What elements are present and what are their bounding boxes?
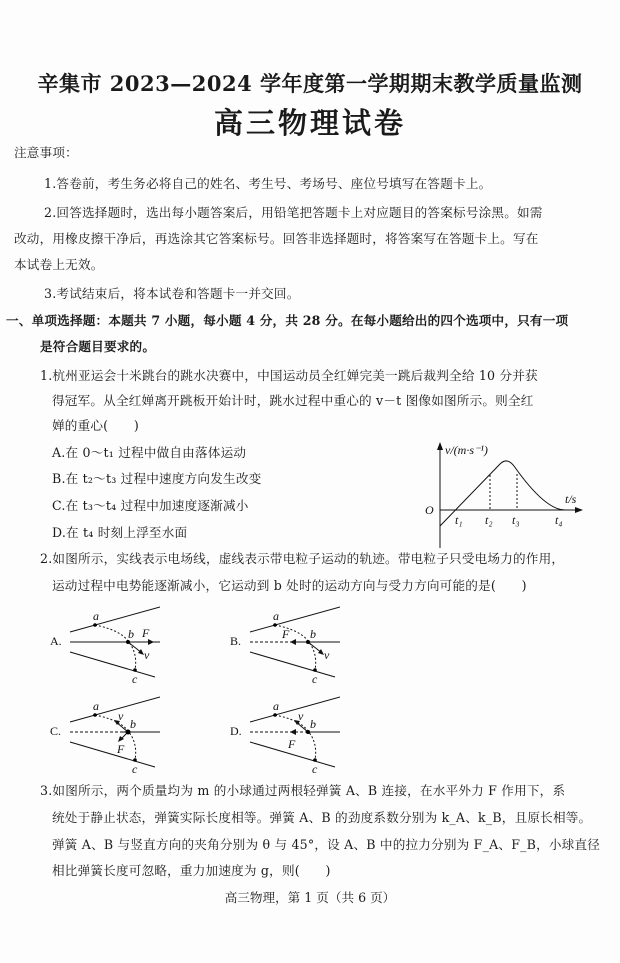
- point-a-label: a: [93, 699, 99, 713]
- point-b-label: b: [130, 717, 136, 731]
- diagram-label: A.: [50, 634, 62, 648]
- question-2-text: 2.如图所示，实线表示电场线，虚线表示带电粒子运动的轨迹。带电粒子只受电场力的作用，: [40, 551, 565, 566]
- graph-tick-t3: t₃: [512, 513, 520, 527]
- diagram-option-b: [230, 605, 340, 685]
- exam-subtitle: 高三物理试卷: [213, 106, 406, 140]
- velocity-label: v: [324, 648, 330, 662]
- point-c-label: c: [312, 762, 318, 775]
- diagram-option-c: [50, 695, 160, 775]
- question-2-text: 运动过程中电势能逐渐减小，它运动到 b 处时的运动方向与受力方向可能的是( ): [52, 578, 527, 593]
- notice-line: 3.考试结束后，将本试卷和答题卡一并交回。: [44, 286, 300, 301]
- question-3-text: 统处于静止状态，弹簧实际长度相等。弹簧 A、B 的劲度系数分别为 k_A、k_B，且原长相等。: [52, 810, 592, 825]
- notice-line: 本试卷上无效。: [14, 257, 104, 272]
- diagram-label: B.: [230, 634, 242, 648]
- point-c-label: c: [132, 672, 138, 685]
- question-1-text: 得冠军。从全红婵离开跳板开始计时，跳水过程中重心的 v－t 图像如图所示。则全红: [52, 393, 534, 408]
- question-1-option-b: B.在 t₂～t₃ 过程中速度方向发生改变: [52, 471, 262, 486]
- vt-graph: [415, 440, 585, 550]
- exam-title: 辛集市 2023—2024 学年度第一学期期末教学质量监测: [37, 71, 583, 96]
- diagram-option-d: [230, 695, 340, 775]
- graph-ylabel: v/(m·s⁻¹): [445, 443, 488, 457]
- force-label: F: [288, 737, 296, 751]
- graph-xlabel: t/s: [565, 492, 577, 506]
- velocity-label: v: [118, 709, 124, 723]
- point-c-label: c: [132, 762, 138, 775]
- point-b-label: b: [310, 627, 316, 641]
- question-1-option-c: C.在 t₃～t₄ 过程中加速度逐渐减小: [52, 498, 249, 513]
- graph-tick-t2: t₂: [485, 513, 493, 527]
- question-1-option-d: D.在 t₄ 时刻上浮至水面: [52, 525, 188, 540]
- force-label: F: [282, 627, 290, 641]
- velocity-label: v: [144, 648, 150, 662]
- force-label: F: [142, 626, 150, 640]
- point-a-label: a: [93, 609, 99, 623]
- notice-line: 2.回答选择题时，选出每小题答案后，用铅笔把答题卡上对应题目的答案标号涂黑。如需: [44, 205, 543, 220]
- graph-tick-t1: t₁: [455, 513, 463, 527]
- page-footer: 高三物理，第 1 页（共 6 页）: [224, 890, 396, 905]
- diagram-label: D.: [230, 724, 242, 738]
- question-1-option-a: A.在 0～t₁ 过程中做自由落体运动: [52, 445, 247, 460]
- question-3-text: 相比弹簧长度可忽略，重力加速度为 g，则( ): [52, 863, 331, 878]
- point-b-label: b: [310, 717, 316, 731]
- section-heading: 一、单项选择题：本题共 7 小题，每小题 4 分，共 28 分。在每小题给出的四个选项中，只有一项: [6, 313, 569, 328]
- section-heading: 是符合题目要求的。: [40, 339, 156, 354]
- question-1-text: 1.杭州亚运会十米跳台的跳水决赛中，中国运动员全红婵完美一跳后裁判全给 10 分并获: [40, 368, 538, 383]
- diagram-label: C.: [50, 724, 62, 738]
- question-1-text: 婵的重心( ): [52, 418, 139, 433]
- velocity-label: v: [298, 709, 304, 723]
- point-c-label: c: [312, 672, 318, 685]
- notice-line: 改动，用橡皮擦干净后，再选涂其它答案标号。回答非选择题时，将答案写在答题卡上。写在: [14, 231, 539, 246]
- force-label: F: [117, 742, 125, 756]
- diagram-option-a: [50, 605, 160, 685]
- question-3-text: 弹簧 A、B 与竖直方向的夹角分别为 θ 与 45°，设 A、B 中的拉力分别为 F_A、F_B，小球直径: [52, 837, 601, 852]
- notice-heading: 注意事项：: [14, 145, 78, 160]
- notice-line: 1.答卷前，考生务必将自己的姓名、考生号、考场号、座位号填写在答题卡上。: [44, 176, 492, 191]
- point-a-label: a: [273, 609, 279, 623]
- graph-origin: O: [425, 503, 434, 517]
- point-b-label: b: [128, 627, 134, 641]
- graph-tick-t4: t₄: [555, 513, 563, 527]
- question-3-text: 3.如图所示，两个质量均为 m 的小球通过两根轻弹簧 A、B 连接，在水平外力 F 作用下，系: [40, 783, 566, 798]
- point-a-label: a: [273, 699, 279, 713]
